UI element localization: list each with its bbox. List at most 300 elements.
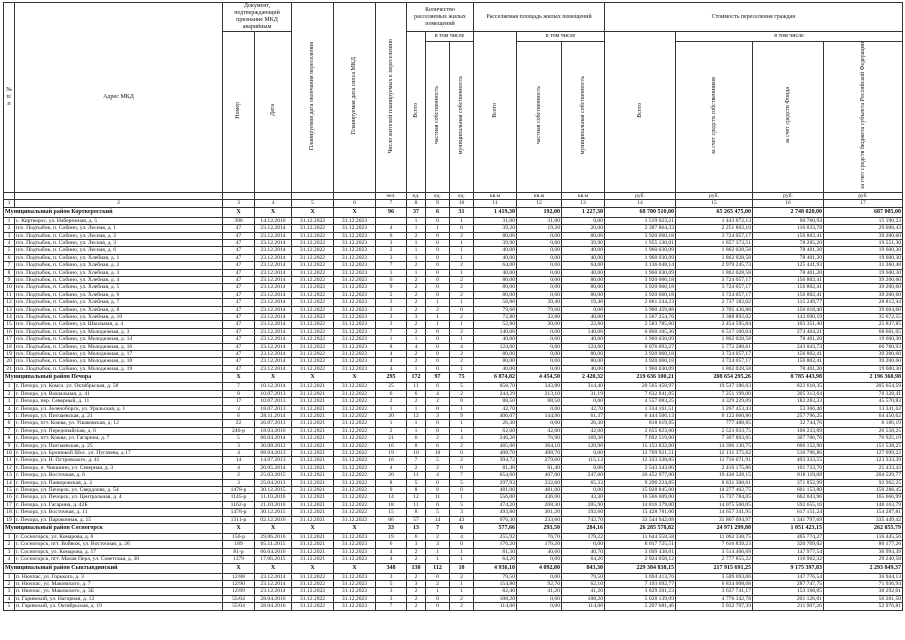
table-cell: 16 xyxy=(376,457,407,464)
unit-cell: ед. xyxy=(450,192,474,199)
section-summary-cell: 2 748 020,00 xyxy=(753,207,824,217)
table-cell: 31.12.2023 xyxy=(334,217,376,224)
table-cell: 9 xyxy=(4,442,15,449)
table-cell: 192,60 xyxy=(562,509,605,516)
table-cell: 0 xyxy=(426,343,450,350)
table-cell: 14.07.2013 xyxy=(255,457,292,464)
table-cell: 41,20 xyxy=(562,588,605,595)
table-row xyxy=(4,472,903,479)
table-cell: 23.12.2014 xyxy=(255,269,292,276)
table-cell: 2 543 343,00 xyxy=(605,464,676,471)
header-rooms-count: Количество расселяемых жилых помещений xyxy=(407,3,474,32)
table-cell: 1 xyxy=(426,225,450,232)
table-cell: 232,60 xyxy=(517,479,562,486)
table-cell: 39 200,60 xyxy=(824,284,903,291)
table-cell: 4 xyxy=(376,556,407,563)
table-cell: 493 333,55 xyxy=(753,457,824,464)
table-cell: 124,00 xyxy=(474,343,517,350)
table-cell: 6 xyxy=(376,277,407,284)
table-row xyxy=(4,541,903,548)
table-cell: 3 920 060,18 xyxy=(605,232,676,239)
table-cell: 2 xyxy=(450,351,474,358)
table-row xyxy=(4,343,903,350)
table-cell: 1 xyxy=(450,365,474,372)
table-cell: 1 341 797,69 xyxy=(753,516,824,523)
table-cell: 2 xyxy=(450,284,474,291)
colnum-cell: 1 xyxy=(4,200,15,207)
table-cell: 4 xyxy=(450,534,474,541)
table-cell: 1 xyxy=(450,494,474,501)
table-row xyxy=(4,603,903,610)
table-cell: 02.12.2016 xyxy=(255,516,292,523)
header-area-municipal: муниципальная собственность xyxy=(562,42,605,193)
section-summary-cell: 96 xyxy=(376,207,407,217)
table-cell: 31.12.2021 xyxy=(292,427,334,434)
table-cell: 39,90 xyxy=(562,239,605,246)
table-cell: 3 514 466,68 xyxy=(676,548,753,555)
table-cell: 31.12.2021 xyxy=(292,509,334,516)
table-cell: 40,00 xyxy=(562,254,605,261)
table-cell: 1 xyxy=(450,217,474,224)
table-cell: 23.12.2014 xyxy=(255,299,292,306)
table-cell: 4 xyxy=(4,239,15,246)
section-title: Муниципальный район Сосногорск xyxy=(4,524,223,534)
table-cell: 60 760,93 xyxy=(824,343,903,350)
table-cell: 103 351,40 xyxy=(753,321,824,328)
table-cell: 0 xyxy=(426,262,450,269)
unit-cell: ед. xyxy=(426,192,450,199)
colnum-cell: 4 xyxy=(255,200,292,207)
table-cell: 1 xyxy=(450,336,474,343)
table-cell: 60 760,93 xyxy=(753,217,824,224)
table-cell: 4 xyxy=(223,464,255,471)
unit-cell xyxy=(292,192,334,199)
table-cell: 18 xyxy=(376,501,407,508)
table-cell: 8 xyxy=(223,390,255,397)
table-cell: 31.12.2022 xyxy=(334,472,376,479)
table-cell: 4 xyxy=(376,358,407,365)
table-cell: 1 xyxy=(376,405,407,412)
table-cell: 81,30 xyxy=(474,548,517,555)
table-cell: 76 328,41 xyxy=(824,390,903,397)
table-cell: 31.12.2022 xyxy=(292,262,334,269)
table-cell: 19,20 xyxy=(517,225,562,232)
table-cell: 408,70 xyxy=(517,449,562,456)
table-cell: 52,80 xyxy=(474,321,517,328)
table-cell: 31.12.2022 xyxy=(334,390,376,397)
table-cell: 1 443 072,13 xyxy=(676,217,753,224)
table-cell: 10 xyxy=(4,449,15,456)
table-cell: 31.12.2023 xyxy=(334,291,376,298)
table-cell: 41,20 xyxy=(517,588,562,595)
section-summary-cell: 13 xyxy=(407,524,426,534)
table-cell: 8 xyxy=(376,343,407,350)
table-cell: 55/04 xyxy=(223,595,255,602)
table-cell: 31.12.2023 xyxy=(334,534,376,541)
table-cell: 31.12.2022 xyxy=(334,494,376,501)
table-cell: 0 xyxy=(450,541,474,548)
table-cell: 12/89 xyxy=(223,588,255,595)
table-cell: 115 249,77 xyxy=(753,299,824,306)
table-cell: 7 307 893,05 xyxy=(676,435,753,442)
table-cell: 2 xyxy=(450,314,474,321)
table-cell: 2 xyxy=(407,588,426,595)
table-cell: 76,70 xyxy=(517,534,562,541)
table-cell: 1 xyxy=(426,588,450,595)
table-cell: 108,20 xyxy=(474,595,517,602)
table-cell: 3 567 254,76 xyxy=(605,314,676,321)
table-cell: г. Печора, п. Чикшино, ул. Северная, д. 3 xyxy=(15,464,223,471)
table-row xyxy=(4,254,903,261)
table-cell: 1 xyxy=(426,299,450,306)
table-cell: г. Печора, ул. Писчаевская, д. 21 xyxy=(15,412,223,419)
table-cell: п/о. Подтыбок, п. Собино, ул. Хлебная, д. 8 xyxy=(15,306,223,313)
colnum-cell: 8 xyxy=(407,200,426,207)
table-cell: 31.12.2023 xyxy=(334,262,376,269)
section-summary-cell: 26 285 578,82 xyxy=(605,524,676,534)
table-cell: 156 802,41 xyxy=(753,284,824,291)
table-cell: г. Печора, пер. Северный, д. 11 xyxy=(15,398,223,405)
table-row xyxy=(4,405,903,412)
table-cell: 0,00 xyxy=(517,262,562,269)
table-cell: 31.12.2022 xyxy=(292,328,334,335)
unit-cell: руб. xyxy=(824,192,903,199)
table-cell: 0,00 xyxy=(517,291,562,298)
table-cell: 31.12.2021 xyxy=(292,501,334,508)
table-cell: 1 xyxy=(407,254,426,261)
table-cell: 7 xyxy=(223,383,255,390)
table-cell: 08.04.2013 xyxy=(255,449,292,456)
table-cell: 658,70 xyxy=(474,383,517,390)
table-cell: 0,00 xyxy=(517,269,562,276)
table-cell: 301,20 xyxy=(517,509,562,516)
table-cell: 7 xyxy=(450,472,474,479)
table-cell: 0,00 xyxy=(517,420,562,427)
table-cell: 31.12.2021 xyxy=(292,420,334,427)
table-cell: 0,00 xyxy=(517,358,562,365)
table-cell: 1 xyxy=(407,247,426,254)
table-cell: г. Печора, ул. Передонайская, д. 6 xyxy=(15,427,223,434)
unit-cell xyxy=(15,192,223,199)
table-cell: 15 737 784,05 xyxy=(676,494,753,501)
table-cell: 6 122 660,86 xyxy=(676,412,753,419)
table-cell: 80,00 xyxy=(562,232,605,239)
table-cell: 243 043,73 xyxy=(753,343,824,350)
table-cell: 3 xyxy=(223,405,255,412)
table-row xyxy=(4,232,903,239)
table-cell: 2 xyxy=(223,472,255,479)
table-cell: 2 416 175,86 xyxy=(676,464,753,471)
header-cost-rf: за счет средств бюджета субъекта Российской Федерации xyxy=(824,42,903,193)
table-cell: 3 xyxy=(376,306,407,313)
table-cell: 8 xyxy=(407,442,426,449)
table-cell: 1 xyxy=(376,336,407,343)
table-cell: 116 033,78 xyxy=(753,225,824,232)
table-cell: 1 960 030,09 xyxy=(605,336,676,343)
table-cell: 1311-р xyxy=(223,516,255,523)
table-cell: 31.12.2021 xyxy=(292,398,334,405)
table-cell: 16 566 609,00 xyxy=(605,494,676,501)
table-cell: 1 857 373,51 xyxy=(676,239,753,246)
table-cell: 1 960 030,09 xyxy=(605,365,676,372)
table-cell: 1 xyxy=(450,420,474,427)
table-cell: 31.12.2023 xyxy=(334,581,376,588)
table-cell: 0 xyxy=(450,486,474,493)
table-cell: 47 xyxy=(223,314,255,321)
table-cell: 11 xyxy=(426,494,450,501)
table-cell: 29 008,43 xyxy=(824,225,903,232)
table-cell: 2 583 785,60 xyxy=(605,321,676,328)
table-cell: 31.12.2022 xyxy=(292,343,334,350)
table-cell: 05.11.2015 xyxy=(255,541,292,548)
table-cell: 31.12.2021 xyxy=(292,479,334,486)
table-cell: 11 xyxy=(407,383,426,390)
table-cell: 154 287,81 xyxy=(824,509,903,516)
table-cell: 3 xyxy=(426,412,450,419)
table-cell: 40,00 xyxy=(562,314,605,321)
table-cell: 2 xyxy=(450,358,474,365)
table-cell: 1379 xyxy=(223,556,255,563)
section-summary-cell: 65 265 475,00 xyxy=(676,207,753,217)
table-cell: 2 881 244,23 xyxy=(605,299,676,306)
table-cell: 23.12.2014 xyxy=(255,254,292,261)
table-cell: 33 544 942,08 xyxy=(605,516,676,523)
table-cell: 2 523 033,75 xyxy=(676,427,753,434)
table-cell: 31.12.2022 xyxy=(334,398,376,405)
table-cell: 2 xyxy=(407,556,426,563)
table-cell: 12 xyxy=(4,299,15,306)
table-cell: 0,00 xyxy=(562,541,605,548)
table-cell: 2 xyxy=(426,581,450,588)
table-cell: 80,00 xyxy=(474,358,517,365)
table-cell: п/о. Подтыбок, п. Собино, ул. Молодежная, д. 17 xyxy=(15,351,223,358)
table-cell: 19 xyxy=(4,351,15,358)
table-cell: 31.12.2022 xyxy=(334,412,376,419)
table-cell: 61,37 xyxy=(562,412,605,419)
header-rooms-total: Всего xyxy=(407,32,426,193)
table-cell: п. Нючпас, ул. Маковского, д. 7 xyxy=(15,581,223,588)
table-cell: 31.12.2021 xyxy=(292,494,334,501)
table-cell: 247,60 xyxy=(562,472,605,479)
table-cell: 23.12.2014 xyxy=(255,321,292,328)
table-cell: 3 724 057,17 xyxy=(676,284,753,291)
colnum-cell: 10 xyxy=(450,200,474,207)
table-cell: 3 724 057,17 xyxy=(676,351,753,358)
section-summary-cell: 2 293 849,37 xyxy=(824,563,903,573)
table-cell: г. Сосногорск, пгт. Малая Пера, ул. Советская, д. 30 xyxy=(15,556,223,563)
table-cell: 92,70 xyxy=(517,581,562,588)
table-cell: 1 960 030,09 xyxy=(605,254,676,261)
table-cell: 2 xyxy=(450,603,474,610)
section-summary-cell: X xyxy=(255,207,292,217)
table-cell: 79,50 xyxy=(474,573,517,580)
table-cell: 47 xyxy=(223,306,255,313)
table-cell: 11 xyxy=(4,291,15,298)
header-area-total: Всего xyxy=(474,32,517,193)
section-summary-cell: 4 454,50 xyxy=(517,373,562,383)
table-cell: 31.12.2021 xyxy=(292,390,334,397)
table-cell: 06.04.2016 xyxy=(255,548,292,555)
table-cell: 1 960 030,09 xyxy=(605,247,676,254)
table-cell: 1 862 028,58 xyxy=(676,269,753,276)
table-cell: 481,00 xyxy=(474,486,517,493)
table-cell: 25.04.2013 xyxy=(255,479,292,486)
section-summary-cell: 284,16 xyxy=(562,524,605,534)
table-row xyxy=(4,516,903,523)
table-cell: 485,00 xyxy=(474,442,517,449)
table-cell: 2 xyxy=(407,351,426,358)
table-cell: 1 xyxy=(450,269,474,276)
table-cell: 3 724 057,17 xyxy=(676,277,753,284)
table-cell: п/о. Подтыбок, п. Собино, ул. Хлебная, д. 4 xyxy=(15,277,223,284)
table-cell: 114,00 xyxy=(474,603,517,610)
table-cell: 4 xyxy=(450,343,474,350)
table-cell: 6 xyxy=(426,383,450,390)
table-cell: 2 251 802,10 xyxy=(676,225,753,232)
table-cell: 18.07.2013 xyxy=(255,405,292,412)
table-cell: 307 700,76 xyxy=(753,435,824,442)
table-cell: 40,00 xyxy=(474,254,517,261)
section-row xyxy=(4,207,903,217)
table-cell: 23.12.2014 xyxy=(255,328,292,335)
table-cell: 3 xyxy=(426,541,450,548)
table-cell: 2 xyxy=(450,262,474,269)
table-cell: 47 xyxy=(223,343,255,350)
table-cell: 12 xyxy=(4,464,15,471)
table-cell: 114,00 xyxy=(562,603,605,610)
colnum-cell: 3 xyxy=(223,200,255,207)
section-summary-cell: X xyxy=(223,207,255,217)
table-cell: 5 xyxy=(376,291,407,298)
table-cell: 3 xyxy=(223,442,255,449)
table-cell: 31.12.2022 xyxy=(292,351,334,358)
table-cell: 23.12.2014 xyxy=(255,573,292,580)
section-summary-cell: X xyxy=(334,563,376,573)
table-cell: 78 401,20 xyxy=(753,365,824,372)
table-cell: 0 xyxy=(450,464,474,471)
table-cell: 8 017 725,51 xyxy=(605,541,676,548)
table-cell: г. Печора, ул. Гагарина, д. 42Б xyxy=(15,501,223,508)
table-cell: 1 xyxy=(450,405,474,412)
table-cell: 0 xyxy=(450,449,474,456)
section-summary-cell: X xyxy=(334,373,376,383)
table-cell: 2 xyxy=(4,225,15,232)
table-cell: 31.12.2023 xyxy=(334,595,376,602)
table-cell: 1 862 028,58 xyxy=(676,365,753,372)
table-cell: 31.12.2023 xyxy=(334,328,376,335)
section-summary-cell: 4 092,80 xyxy=(517,563,562,573)
table-cell: 31.12.2022 xyxy=(334,427,376,434)
table-cell: 7 692 519,00 xyxy=(605,435,676,442)
table-cell: 10 xyxy=(407,449,426,456)
table-cell: п/о. Подтыбок, п. Собино, ул. Молодежная, д. 16 xyxy=(15,343,223,350)
table-cell: 25 xyxy=(376,383,407,390)
header-residents: Число жителей планируемых к переселению xyxy=(376,3,407,193)
table-cell: 0 xyxy=(426,328,450,335)
table-cell: 76,90 xyxy=(517,435,562,442)
table-cell: 5 xyxy=(407,479,426,486)
table-cell: г. Печора, ул. Панюровская, д. 3 xyxy=(15,479,223,486)
table-cell: 7 xyxy=(4,262,15,269)
table-cell: 11 xyxy=(4,457,15,464)
table-cell: 1 xyxy=(426,321,450,328)
table-cell: 9 xyxy=(4,277,15,284)
table-cell: 3 xyxy=(4,232,15,239)
table-cell: 57 xyxy=(407,516,426,523)
table-cell: 120,90 xyxy=(562,442,605,449)
table-cell: 47 xyxy=(223,277,255,284)
table-cell: 742,70 xyxy=(562,516,605,523)
table-cell: 42,00 xyxy=(517,427,562,434)
table-cell: 58,80 xyxy=(474,299,517,306)
table-cell: 1 xyxy=(376,269,407,276)
table-cell: 17 xyxy=(223,398,255,405)
table-cell: 2 xyxy=(407,328,426,335)
table-cell: 6 xyxy=(376,232,407,239)
table-cell: 39 200,60 xyxy=(824,358,903,365)
table-cell: 2 xyxy=(426,534,450,541)
table-cell: 1 xyxy=(407,365,426,372)
table-cell: 10.07.2013 xyxy=(255,398,292,405)
table-cell: 64,26 xyxy=(562,556,605,563)
section-summary-cell: X xyxy=(255,373,292,383)
section-summary-cell: X xyxy=(334,524,376,534)
table-cell: 30.12.2015 xyxy=(255,486,292,493)
table-cell: 6 xyxy=(426,442,450,449)
table-cell: 9 xyxy=(376,284,407,291)
table-cell: 279,60 xyxy=(517,457,562,464)
table-row xyxy=(4,534,903,541)
table-cell: 2 xyxy=(407,464,426,471)
table-cell: 4 xyxy=(376,548,407,555)
table-cell: 6 834 008,08 xyxy=(676,581,753,588)
table-cell: 0,00 xyxy=(517,254,562,261)
table-cell: 7 632 841,05 xyxy=(605,390,676,397)
table-cell: 364,10 xyxy=(517,442,562,449)
table-cell: 1 334 161,51 xyxy=(605,405,676,412)
table-cell: п/о. Подтыбок, п. Собино, ул. Хлебная, д. 5 xyxy=(15,284,223,291)
table-cell: 4 xyxy=(426,472,450,479)
table-cell: 30,00 xyxy=(517,321,562,328)
table-cell: 4 xyxy=(376,225,407,232)
table-cell: 124,00 xyxy=(562,343,605,350)
table-cell: 31.12.2022 xyxy=(292,277,334,284)
section-summary-cell: X xyxy=(334,207,376,217)
header-area-including: в том числе xyxy=(517,32,605,42)
table-cell: 3 920 060,18 xyxy=(605,284,676,291)
table-cell: 15 xyxy=(376,509,407,516)
table-cell: 8 xyxy=(407,486,426,493)
table-cell: 14 xyxy=(223,457,255,464)
table-cell: 1 862 028,58 xyxy=(676,336,753,343)
table-cell: 31.12.2022 xyxy=(334,501,376,508)
table-cell: 0,00 xyxy=(517,556,562,563)
table-cell: 3 136 048,14 xyxy=(605,262,676,269)
section-summary-cell: X xyxy=(292,373,334,383)
table-cell: п/о. Подтыбок, п. Собино, ул. Хлебная, д. 7 xyxy=(15,299,223,306)
table-cell: 42,70 xyxy=(562,405,605,412)
table-cell: 15 428 781,00 xyxy=(605,509,676,516)
table-cell: 18 xyxy=(4,509,15,516)
table-cell: 0,00 xyxy=(517,328,562,335)
table-cell: 40,00 xyxy=(474,247,517,254)
table-cell: 101 733,70 xyxy=(753,464,824,471)
table-cell: 40,00 xyxy=(474,269,517,276)
table-cell: 2 xyxy=(426,398,450,405)
table-cell: г. Сосногорск, ул. Комарова, д. 6 xyxy=(15,534,223,541)
table-row xyxy=(4,501,903,508)
table-cell: 156-р xyxy=(223,534,255,541)
